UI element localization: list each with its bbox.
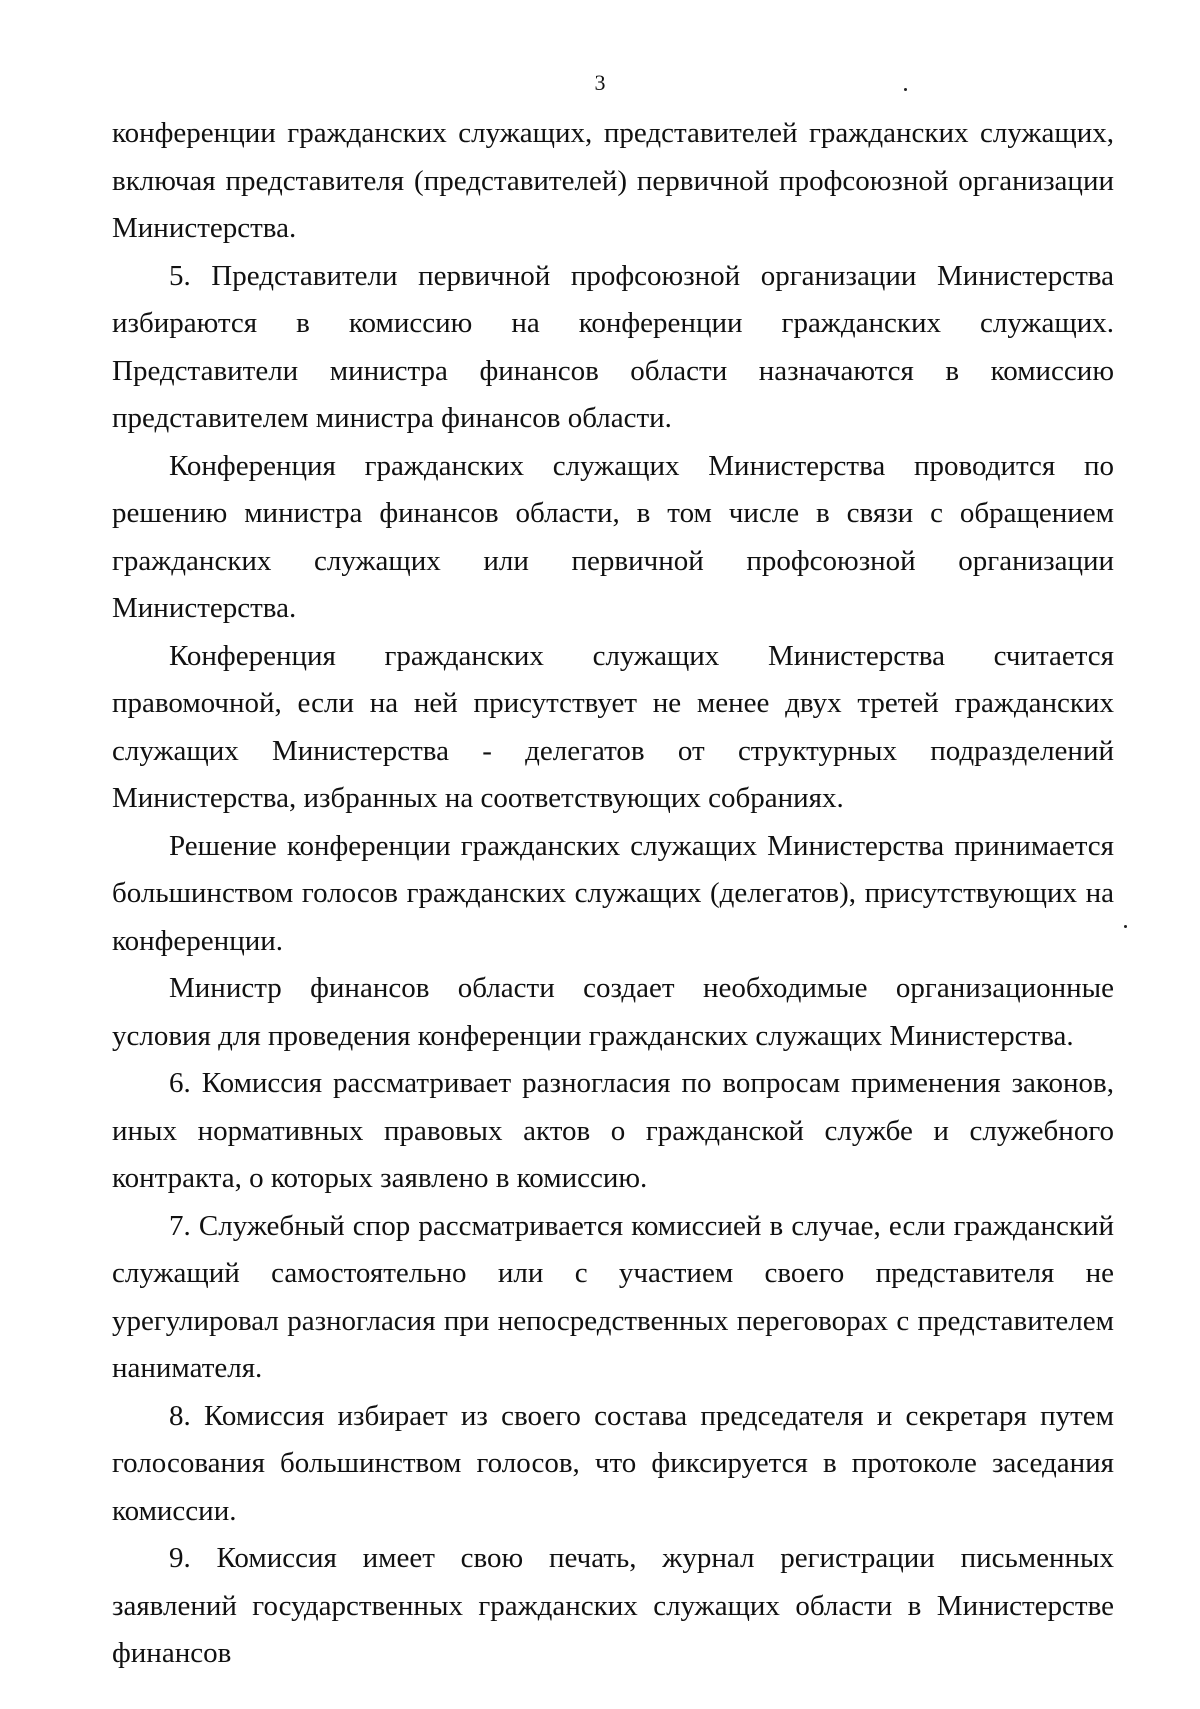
paragraph-item-8: 8. Комиссия избирает из своего состава председателя и секретаря путем голосования большинством голосов, что фиксируется в протоколе заседания комиссии. xyxy=(112,1399,1114,1527)
paragraph-item-5: 5. Представители первичной профсоюзной организации Министерства избираются в комиссию на конференции гражданских служащих. Представители министра финансов области назначаются в комиссию представителем министра финансов области. xyxy=(112,259,1114,434)
paragraph-item-7: 7. Служебный спор рассматривается комиссией в случае, если гражданский служащий самостоятельно или с участием своего представителя не урегулировал разногласия при непосредственных переговорах с представителем нанимателя. xyxy=(112,1209,1114,1384)
paragraph-item-9: 9. Комиссия имеет свою печать, журнал регистрации письменных заявлений государственных гражданских служащих области в Министерстве финансов xyxy=(112,1542,1114,1669)
document-body xyxy=(112,110,1114,1678)
paragraph-conference-quorum: Конференция гражданских служащих Министерства считается правомочной, если на ней присутствует не менее двух третей гражданских служащих Министерства - делегатов от структурных подразделений Министерства, избранных на соответствующих собраниях. xyxy=(112,639,1114,814)
paragraph-item-6: 6. Комиссия рассматривает разногласия по вопросам применения законов, иных нормативных правовых актов о гражданской службе и служебного контракта, о которых заявлено в комиссию. xyxy=(112,1067,1114,1194)
scan-speck xyxy=(904,88,907,91)
page-number: 3 xyxy=(594,70,606,95)
paragraph-conference-decision: Конференция гражданских служащих Министерства проводится по решению министра финансов области, в том числе в связи с обращением гражданских служащих или первичной профсоюзной организации Министерства. xyxy=(112,449,1114,624)
paragraph-conference-vote: Решение конференции гражданских служащих Министерства принимается большинством голосов гражданских служащих (делегатов), присутствующих на конференции. xyxy=(112,829,1114,957)
paragraph-continuation: конференции гражданских служащих, представителей гражданских служащих, включая представителя (представителей) первичной профсоюзной организации Министерства. xyxy=(112,117,1114,244)
paragraph-conference-conditions: Министр финансов области создает необходимые организационные условия для проведения конференции гражданских служащих Министерства. xyxy=(112,972,1114,1052)
scan-speck xyxy=(1124,925,1127,928)
